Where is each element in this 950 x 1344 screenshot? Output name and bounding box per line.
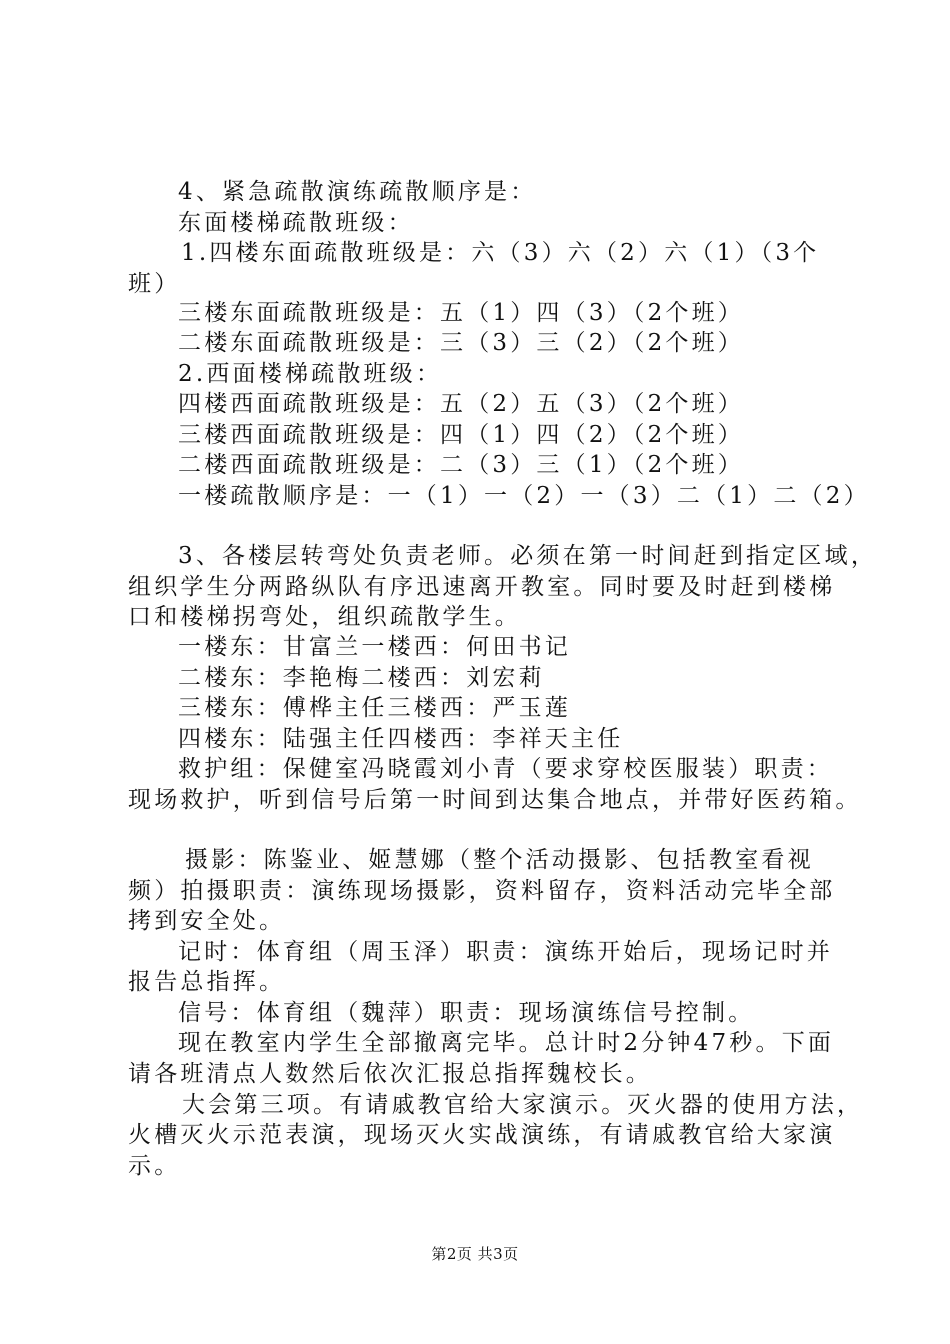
text-line: 2.西面楼梯疏散班级： bbox=[178, 361, 443, 387]
text-line: 请各班清点人数然后依次汇报总指挥魏校长。 bbox=[128, 1061, 652, 1087]
text-line: 信号：体育组（魏萍）职责：现场演练信号控制。 bbox=[178, 1000, 755, 1026]
text-line: 四楼西面疏散班级是：五（2）五（3）（2个班） bbox=[178, 391, 744, 417]
text-line: 4、紧急疏散演练疏散顺序是： bbox=[178, 179, 537, 205]
text-line: 一楼疏散顺序是：一（1）一（2）一（3）二（1）二（2） bbox=[178, 483, 870, 509]
text-line: 拷到安全处。 bbox=[128, 908, 286, 934]
text-line: 班） bbox=[128, 271, 181, 297]
text-line: 东面楼梯疏散班级： bbox=[178, 210, 414, 236]
text-line: 一楼东：甘富兰一楼西：何田书记 bbox=[178, 634, 571, 660]
text-line: 现在教室内学生全部撤离完毕。总计时2分钟47秒。下面 bbox=[178, 1030, 835, 1056]
text-line: 口和楼梯拐弯处，组织疏散学生。 bbox=[128, 604, 521, 630]
text-line: 四楼东：陆强主任四楼西：李祥天主任 bbox=[178, 726, 624, 752]
text-line: 救护组：保健室冯晓霞刘小青（要求穿校医服装）职责： bbox=[178, 756, 833, 782]
text-line: 二楼东：李艳梅二楼西：刘宏莉 bbox=[178, 665, 545, 691]
text-line: 记时：体育组（周玉泽）职责：演练开始后，现场记时并 bbox=[178, 939, 833, 965]
text-line: 现场救护，听到信号后第一时间到达集合地点，并带好医药箱。 bbox=[128, 787, 862, 813]
text-line: 报告总指挥。 bbox=[128, 969, 286, 995]
text-line: 三楼东：傅桦主任三楼西：严玉莲 bbox=[178, 695, 571, 721]
page-number-footer: 第2页 共3页 bbox=[431, 1245, 519, 1263]
text-line: 火槽灭火示范表演，现场灭火实战演练，有请戚教官给大家演 bbox=[128, 1122, 836, 1148]
text-line: 二楼西面疏散班级是：二（3）三（1）（2个班） bbox=[178, 452, 744, 478]
text-line: 大会第三项。有请戚教官给大家演示。灭火器的使用方法， bbox=[182, 1092, 864, 1118]
text-line: 三楼西面疏散班级是：四（1）四（2）（2个班） bbox=[178, 422, 744, 448]
text-line: 二楼东面疏散班级是：三（3）三（2）（2个班） bbox=[178, 330, 744, 356]
text-line: 三楼东面疏散班级是：五（1）四（3）（2个班） bbox=[178, 300, 744, 326]
text-line: 频）拍摄职责：演练现场摄影，资料留存，资料活动完毕全部 bbox=[128, 878, 836, 904]
text-line: 3、各楼层转弯处负责老师。必须在第一时间赶到指定区域， bbox=[178, 543, 878, 569]
text-line: 组织学生分两路纵队有序迅速离开教室。同时要及时赶到楼梯 bbox=[128, 574, 836, 600]
text-line: 示。 bbox=[128, 1153, 181, 1179]
text-line: 摄影：陈鉴业、姬慧娜（整个活动摄影、包括教室看视 bbox=[185, 847, 814, 873]
text-line: 1.四楼东面疏散班级是：六（3）六（2）六（1）（3个 bbox=[181, 240, 820, 266]
